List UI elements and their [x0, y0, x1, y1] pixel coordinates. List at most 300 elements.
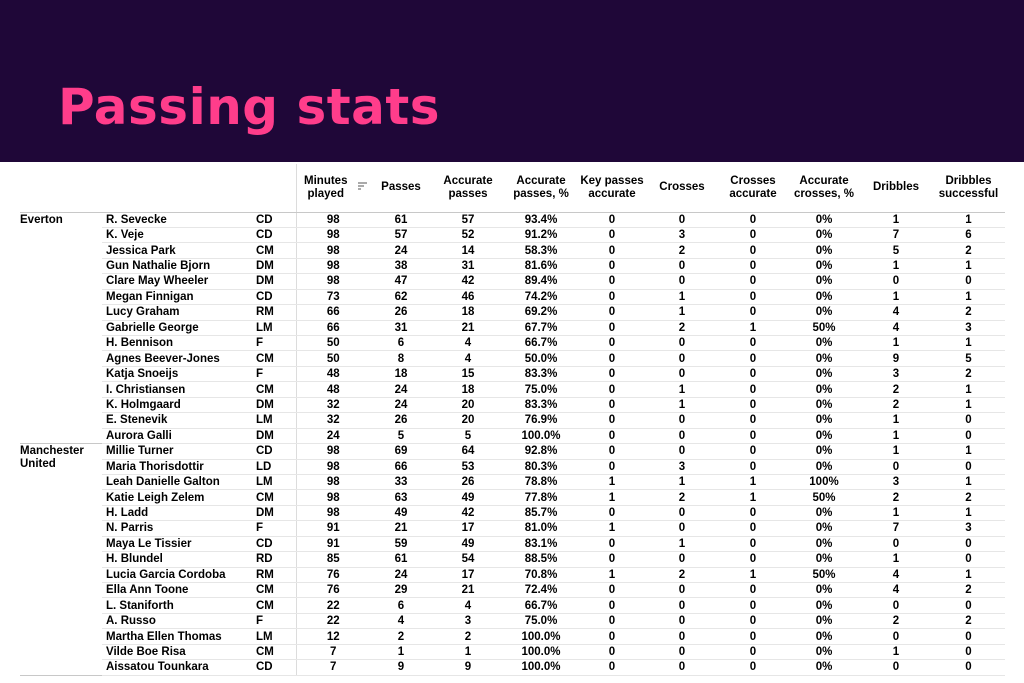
- cell-key-passes-accurate: 0: [578, 336, 646, 351]
- cell-key-passes-accurate: 0: [578, 243, 646, 258]
- cell-passes: 29: [370, 583, 432, 598]
- cell-accurate-passes: 57: [432, 212, 504, 227]
- cell-dribbles-successful: 0: [932, 644, 1005, 659]
- table-row: [20, 521, 1005, 536]
- cell-dribbles: 2: [860, 613, 932, 628]
- cell-dribbles-successful: 1: [932, 397, 1005, 412]
- cell-accurate-passes-pct: 89.4%: [504, 274, 578, 289]
- player-position: CM: [252, 644, 296, 659]
- cell-accurate-crosses-pct: 0%: [788, 413, 860, 428]
- cell-accurate-passes: 49: [432, 490, 504, 505]
- cell-accurate-passes-pct: 78.8%: [504, 474, 578, 489]
- cell-passes: 26: [370, 413, 432, 428]
- cell-accurate-passes: 20: [432, 413, 504, 428]
- cell-minutes: 24: [296, 428, 370, 443]
- cell-accurate-passes-pct: 50.0%: [504, 351, 578, 366]
- player-name: I. Christiansen: [102, 382, 252, 397]
- cell-accurate-passes: 64: [432, 444, 504, 459]
- cell-accurate-passes-pct: 80.3%: [504, 459, 578, 474]
- header-passes[interactable]: Passes: [370, 164, 432, 212]
- cell-crosses-accurate: 0: [718, 397, 788, 412]
- cell-accurate-crosses-pct: 0%: [788, 366, 860, 381]
- cell-dribbles-successful: 0: [932, 413, 1005, 428]
- cell-crosses: 2: [646, 243, 718, 258]
- header-dribbles[interactable]: Dribbles: [860, 164, 932, 212]
- cell-accurate-crosses-pct: 0%: [788, 305, 860, 320]
- cell-dribbles: 1: [860, 552, 932, 567]
- cell-key-passes-accurate: 0: [578, 351, 646, 366]
- header-key-passes-accurate[interactable]: Key passes accurate: [578, 164, 646, 212]
- cell-minutes: 32: [296, 413, 370, 428]
- cell-accurate-crosses-pct: 0%: [788, 258, 860, 273]
- player-name: Gun Nathalie Bjorn: [102, 258, 252, 273]
- header-crosses[interactable]: Crosses: [646, 164, 718, 212]
- cell-crosses: 1: [646, 474, 718, 489]
- passing-stats-table: [20, 164, 1005, 676]
- cell-passes: 63: [370, 490, 432, 505]
- cell-key-passes-accurate: 0: [578, 258, 646, 273]
- cell-accurate-passes: 42: [432, 274, 504, 289]
- table-row: [20, 289, 1005, 304]
- cell-accurate-passes: 4: [432, 351, 504, 366]
- player-position: DM: [252, 397, 296, 412]
- player-position: RD: [252, 552, 296, 567]
- cell-key-passes-accurate: 0: [578, 227, 646, 242]
- cell-dribbles: 4: [860, 305, 932, 320]
- player-name: Maya Le Tissier: [102, 536, 252, 551]
- player-position: CM: [252, 382, 296, 397]
- cell-crosses: 0: [646, 444, 718, 459]
- cell-accurate-passes-pct: 74.2%: [504, 289, 578, 304]
- cell-dribbles: 1: [860, 644, 932, 659]
- cell-minutes: 98: [296, 459, 370, 474]
- table-row: [20, 536, 1005, 551]
- player-position: LM: [252, 413, 296, 428]
- cell-crosses: 2: [646, 320, 718, 335]
- cell-dribbles: 1: [860, 336, 932, 351]
- cell-crosses-accurate: 0: [718, 274, 788, 289]
- cell-passes: 47: [370, 274, 432, 289]
- table-row: [20, 227, 1005, 242]
- header-accurate-passes[interactable]: Accurate passes: [432, 164, 504, 212]
- cell-accurate-crosses-pct: 50%: [788, 320, 860, 335]
- cell-accurate-crosses-pct: 0%: [788, 459, 860, 474]
- table-row: [20, 444, 1005, 459]
- cell-accurate-passes-pct: 93.4%: [504, 212, 578, 227]
- cell-dribbles: 7: [860, 227, 932, 242]
- cell-crosses: 0: [646, 598, 718, 613]
- cell-accurate-passes: 20: [432, 397, 504, 412]
- cell-accurate-crosses-pct: 0%: [788, 289, 860, 304]
- cell-passes: 8: [370, 351, 432, 366]
- cell-crosses-accurate: 0: [718, 382, 788, 397]
- header-minutes[interactable]: [296, 164, 370, 212]
- cell-accurate-passes-pct: 81.6%: [504, 258, 578, 273]
- cell-accurate-crosses-pct: 0%: [788, 227, 860, 242]
- player-position: F: [252, 366, 296, 381]
- player-name: A. Russo: [102, 613, 252, 628]
- cell-key-passes-accurate: 0: [578, 320, 646, 335]
- cell-dribbles-successful: 1: [932, 567, 1005, 582]
- cell-key-passes-accurate: 1: [578, 474, 646, 489]
- cell-crosses: 1: [646, 289, 718, 304]
- cell-crosses-accurate: 0: [718, 505, 788, 520]
- cell-crosses-accurate: 0: [718, 428, 788, 443]
- cell-passes: 61: [370, 552, 432, 567]
- cell-crosses: 1: [646, 397, 718, 412]
- cell-crosses-accurate: 0: [718, 598, 788, 613]
- table-row: [20, 490, 1005, 505]
- cell-crosses-accurate: 1: [718, 320, 788, 335]
- cell-accurate-passes-pct: 83.1%: [504, 536, 578, 551]
- player-position: CD: [252, 227, 296, 242]
- cell-minutes: 50: [296, 351, 370, 366]
- cell-dribbles: 2: [860, 382, 932, 397]
- header-accurate-passes-pct[interactable]: Accurate passes, %: [504, 164, 578, 212]
- player-position: F: [252, 521, 296, 536]
- cell-dribbles-successful: 0: [932, 536, 1005, 551]
- cell-passes: 24: [370, 397, 432, 412]
- header-minutes-label: Minutes played: [304, 174, 348, 200]
- cell-crosses-accurate: 0: [718, 629, 788, 644]
- cell-accurate-passes: 21: [432, 583, 504, 598]
- cell-accurate-passes-pct: 100.0%: [504, 660, 578, 675]
- table-row: [20, 505, 1005, 520]
- cell-accurate-passes: 4: [432, 598, 504, 613]
- cell-key-passes-accurate: 1: [578, 521, 646, 536]
- cell-dribbles-successful: 1: [932, 258, 1005, 273]
- player-position: CD: [252, 444, 296, 459]
- cell-passes: 26: [370, 305, 432, 320]
- cell-accurate-passes-pct: 67.7%: [504, 320, 578, 335]
- cell-key-passes-accurate: 0: [578, 552, 646, 567]
- cell-minutes: 98: [296, 444, 370, 459]
- table-row: [20, 366, 1005, 381]
- cell-dribbles-successful: 0: [932, 428, 1005, 443]
- cell-dribbles-successful: 3: [932, 320, 1005, 335]
- cell-accurate-passes: 4: [432, 336, 504, 351]
- header-accurate-crosses-pct[interactable]: Accurate crosses, %: [788, 164, 860, 212]
- player-position: RM: [252, 305, 296, 320]
- cell-accurate-passes-pct: 70.8%: [504, 567, 578, 582]
- cell-dribbles-successful: 1: [932, 474, 1005, 489]
- player-name: E. Stenevik: [102, 413, 252, 428]
- cell-dribbles: 4: [860, 583, 932, 598]
- cell-crosses: 2: [646, 567, 718, 582]
- cell-accurate-passes-pct: 83.3%: [504, 397, 578, 412]
- cell-minutes: 76: [296, 583, 370, 598]
- cell-crosses: 0: [646, 613, 718, 628]
- cell-passes: 66: [370, 459, 432, 474]
- player-position: CM: [252, 243, 296, 258]
- team-name: Everton: [20, 213, 63, 226]
- table-row: [20, 567, 1005, 582]
- player-position: LD: [252, 459, 296, 474]
- player-position: CM: [252, 351, 296, 366]
- cell-accurate-passes-pct: 85.7%: [504, 505, 578, 520]
- cell-passes: 31: [370, 320, 432, 335]
- cell-crosses: 3: [646, 459, 718, 474]
- player-name: Vilde Boe Risa: [102, 644, 252, 659]
- player-name: Gabrielle George: [102, 320, 252, 335]
- cell-key-passes-accurate: 0: [578, 660, 646, 675]
- cell-passes: 21: [370, 521, 432, 536]
- player-name: Lucia Garcia Cordoba: [102, 567, 252, 582]
- header-dribbles-successful[interactable]: Dribbles successful: [932, 164, 1005, 212]
- cell-minutes: 98: [296, 258, 370, 273]
- cell-crosses-accurate: 0: [718, 521, 788, 536]
- player-name: Megan Finnigan: [102, 289, 252, 304]
- header-position: [252, 164, 296, 212]
- cell-accurate-crosses-pct: 0%: [788, 613, 860, 628]
- player-position: CD: [252, 660, 296, 675]
- cell-crosses-accurate: 0: [718, 212, 788, 227]
- player-position: F: [252, 336, 296, 351]
- cell-minutes: 98: [296, 505, 370, 520]
- cell-accurate-passes: 14: [432, 243, 504, 258]
- cell-key-passes-accurate: 0: [578, 413, 646, 428]
- cell-crosses: 0: [646, 552, 718, 567]
- table-row: [20, 397, 1005, 412]
- cell-passes: 62: [370, 289, 432, 304]
- cell-minutes: 12: [296, 629, 370, 644]
- cell-passes: 59: [370, 536, 432, 551]
- player-name: K. Holmgaard: [102, 397, 252, 412]
- table-header-row: [20, 164, 1005, 212]
- player-position: RM: [252, 567, 296, 582]
- cell-dribbles: 1: [860, 505, 932, 520]
- cell-key-passes-accurate: 0: [578, 444, 646, 459]
- cell-crosses: 0: [646, 366, 718, 381]
- cell-accurate-crosses-pct: 0%: [788, 629, 860, 644]
- sort-descending-icon[interactable]: [358, 181, 367, 194]
- cell-dribbles: 1: [860, 258, 932, 273]
- cell-passes: 5: [370, 428, 432, 443]
- player-position: LM: [252, 320, 296, 335]
- cell-accurate-passes-pct: 76.9%: [504, 413, 578, 428]
- cell-dribbles-successful: 6: [932, 227, 1005, 242]
- cell-crosses-accurate: 0: [718, 644, 788, 659]
- player-name: H. Blundel: [102, 552, 252, 567]
- cell-crosses-accurate: 0: [718, 258, 788, 273]
- table-row: [20, 274, 1005, 289]
- cell-minutes: 66: [296, 305, 370, 320]
- cell-dribbles-successful: 0: [932, 629, 1005, 644]
- cell-crosses-accurate: 0: [718, 289, 788, 304]
- cell-crosses: 1: [646, 305, 718, 320]
- table-row: [20, 598, 1005, 613]
- cell-accurate-passes: 18: [432, 382, 504, 397]
- cell-crosses-accurate: 0: [718, 305, 788, 320]
- cell-accurate-crosses-pct: 0%: [788, 336, 860, 351]
- player-position: DM: [252, 274, 296, 289]
- cell-accurate-passes-pct: 91.2%: [504, 227, 578, 242]
- cell-crosses-accurate: 0: [718, 227, 788, 242]
- cell-accurate-crosses-pct: 0%: [788, 212, 860, 227]
- cell-key-passes-accurate: 0: [578, 459, 646, 474]
- player-name: Leah Danielle Galton: [102, 474, 252, 489]
- cell-key-passes-accurate: 1: [578, 567, 646, 582]
- table-row: [20, 428, 1005, 443]
- player-position: DM: [252, 505, 296, 520]
- player-name: N. Parris: [102, 521, 252, 536]
- cell-accurate-passes-pct: 100.0%: [504, 629, 578, 644]
- cell-passes: 24: [370, 382, 432, 397]
- cell-accurate-crosses-pct: 0%: [788, 536, 860, 551]
- header-crosses-accurate[interactable]: Crosses accurate: [718, 164, 788, 212]
- cell-passes: 2: [370, 629, 432, 644]
- player-name: Aissatou Tounkara: [102, 660, 252, 675]
- player-name: Agnes Beever-Jones: [102, 351, 252, 366]
- cell-passes: 4: [370, 613, 432, 628]
- player-position: F: [252, 613, 296, 628]
- cell-accurate-passes-pct: 75.0%: [504, 613, 578, 628]
- player-position: LM: [252, 474, 296, 489]
- team-name: Manchester United: [20, 444, 102, 676]
- cell-passes: 61: [370, 212, 432, 227]
- player-position: CM: [252, 583, 296, 598]
- table-row: [20, 660, 1005, 675]
- cell-crosses-accurate: 0: [718, 660, 788, 675]
- table-row: [20, 629, 1005, 644]
- cell-minutes: 48: [296, 366, 370, 381]
- cell-key-passes-accurate: 0: [578, 212, 646, 227]
- cell-minutes: 98: [296, 490, 370, 505]
- header-team: [20, 164, 102, 212]
- cell-passes: 24: [370, 243, 432, 258]
- cell-dribbles-successful: 0: [932, 459, 1005, 474]
- cell-accurate-passes: 17: [432, 567, 504, 582]
- cell-accurate-crosses-pct: 0%: [788, 644, 860, 659]
- player-name: Jessica Park: [102, 243, 252, 258]
- cell-key-passes-accurate: 0: [578, 583, 646, 598]
- cell-minutes: 98: [296, 274, 370, 289]
- cell-dribbles: 1: [860, 428, 932, 443]
- cell-key-passes-accurate: 0: [578, 305, 646, 320]
- cell-accurate-passes-pct: 72.4%: [504, 583, 578, 598]
- cell-dribbles-successful: 2: [932, 243, 1005, 258]
- cell-accurate-crosses-pct: 0%: [788, 552, 860, 567]
- cell-accurate-passes-pct: 58.3%: [504, 243, 578, 258]
- table-row: [20, 382, 1005, 397]
- cell-minutes: 50: [296, 336, 370, 351]
- cell-crosses: 0: [646, 428, 718, 443]
- cell-accurate-passes-pct: 88.5%: [504, 552, 578, 567]
- cell-accurate-passes: 1: [432, 644, 504, 659]
- cell-dribbles-successful: 1: [932, 505, 1005, 520]
- cell-crosses: 0: [646, 505, 718, 520]
- cell-crosses-accurate: 1: [718, 474, 788, 489]
- cell-crosses: 0: [646, 413, 718, 428]
- table-row: [20, 644, 1005, 659]
- cell-crosses: 1: [646, 382, 718, 397]
- player-name: Martha Ellen Thomas: [102, 629, 252, 644]
- cell-key-passes-accurate: 0: [578, 536, 646, 551]
- table-row: [20, 320, 1005, 335]
- cell-dribbles: 4: [860, 320, 932, 335]
- player-name: H. Ladd: [102, 505, 252, 520]
- cell-accurate-passes: 26: [432, 474, 504, 489]
- cell-crosses: 3: [646, 227, 718, 242]
- passing-stats-table-container: [20, 164, 1005, 676]
- cell-accurate-passes: 5: [432, 428, 504, 443]
- cell-key-passes-accurate: 0: [578, 644, 646, 659]
- cell-accurate-passes: 3: [432, 613, 504, 628]
- cell-key-passes-accurate: 0: [578, 428, 646, 443]
- cell-dribbles: 9: [860, 351, 932, 366]
- cell-accurate-passes-pct: 100.0%: [504, 644, 578, 659]
- cell-minutes: 98: [296, 474, 370, 489]
- cell-accurate-passes-pct: 75.0%: [504, 382, 578, 397]
- cell-accurate-crosses-pct: 50%: [788, 567, 860, 582]
- cell-dribbles-successful: 0: [932, 660, 1005, 675]
- cell-key-passes-accurate: 0: [578, 629, 646, 644]
- cell-dribbles: 4: [860, 567, 932, 582]
- player-name: Aurora Galli: [102, 428, 252, 443]
- cell-accurate-crosses-pct: 0%: [788, 521, 860, 536]
- player-position: CM: [252, 598, 296, 613]
- player-name: Maria Thorisdottir: [102, 459, 252, 474]
- player-position: DM: [252, 258, 296, 273]
- cell-passes: 49: [370, 505, 432, 520]
- player-name: K. Veje: [102, 227, 252, 242]
- cell-dribbles-successful: 1: [932, 382, 1005, 397]
- cell-passes: 6: [370, 336, 432, 351]
- cell-dribbles: 0: [860, 536, 932, 551]
- cell-minutes: 32: [296, 397, 370, 412]
- cell-crosses: 0: [646, 258, 718, 273]
- cell-key-passes-accurate: 0: [578, 382, 646, 397]
- cell-accurate-passes: 52: [432, 227, 504, 242]
- cell-passes: 38: [370, 258, 432, 273]
- player-name: Katie Leigh Zelem: [102, 490, 252, 505]
- cell-dribbles-successful: 0: [932, 552, 1005, 567]
- cell-crosses-accurate: 0: [718, 336, 788, 351]
- player-name: R. Sevecke: [102, 212, 252, 227]
- table-row: [20, 351, 1005, 366]
- cell-accurate-passes-pct: 66.7%: [504, 598, 578, 613]
- cell-dribbles: 0: [860, 274, 932, 289]
- cell-crosses: 0: [646, 583, 718, 598]
- cell-accurate-passes: 17: [432, 521, 504, 536]
- table-row: [20, 613, 1005, 628]
- cell-key-passes-accurate: 0: [578, 397, 646, 412]
- cell-key-passes-accurate: 0: [578, 598, 646, 613]
- cell-crosses-accurate: 0: [718, 459, 788, 474]
- cell-crosses-accurate: 0: [718, 444, 788, 459]
- cell-dribbles: 1: [860, 444, 932, 459]
- table-row: [20, 305, 1005, 320]
- cell-key-passes-accurate: 1: [578, 490, 646, 505]
- cell-dribbles: 3: [860, 366, 932, 381]
- cell-dribbles-successful: 1: [932, 444, 1005, 459]
- player-position: CM: [252, 490, 296, 505]
- cell-crosses-accurate: 0: [718, 366, 788, 381]
- cell-accurate-crosses-pct: 0%: [788, 351, 860, 366]
- cell-passes: 57: [370, 227, 432, 242]
- table-row: [20, 413, 1005, 428]
- cell-minutes: 91: [296, 536, 370, 551]
- cell-key-passes-accurate: 0: [578, 289, 646, 304]
- player-name: Millie Turner: [102, 444, 252, 459]
- cell-minutes: 85: [296, 552, 370, 567]
- player-name: L. Staniforth: [102, 598, 252, 613]
- cell-dribbles-successful: 1: [932, 336, 1005, 351]
- cell-crosses: 0: [646, 521, 718, 536]
- cell-crosses-accurate: 0: [718, 243, 788, 258]
- cell-dribbles-successful: 2: [932, 613, 1005, 628]
- cell-dribbles: 2: [860, 397, 932, 412]
